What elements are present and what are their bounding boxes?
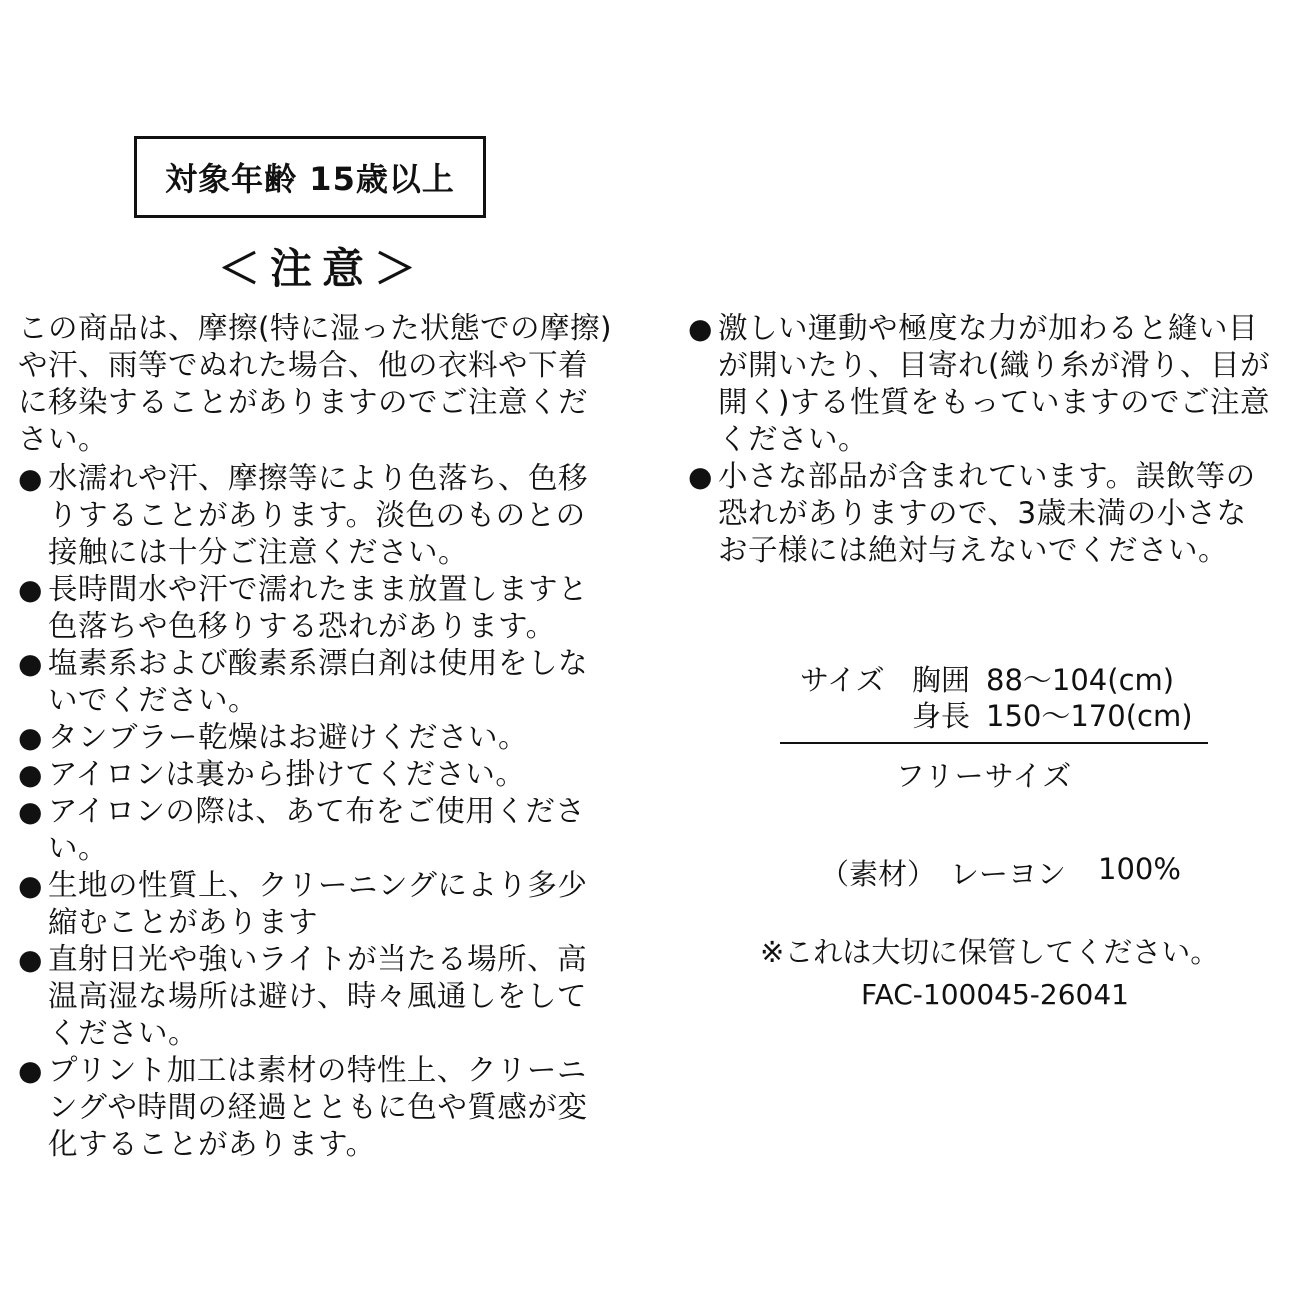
caution-bullet [688, 458, 1298, 569]
bullet-line: 長時間水や汗で濡れたまま放置しますと [48, 572, 589, 606]
height-value: 150〜170(cm) [986, 699, 1193, 733]
caution-bullet [688, 310, 1298, 458]
height-label: 身長 [912, 699, 971, 733]
caution-bullet [18, 756, 628, 793]
target-age-text: 対象年齢 15歳以上 [165, 160, 455, 198]
bullet-dot-icon: ● [18, 758, 43, 791]
free-size-label: フリーサイズ [895, 759, 1073, 793]
bullet-line: が開いたり、目寄れ(織り糸が滑り、目が [718, 348, 1271, 382]
bullet-line: 接触には十分ご注意ください。 [48, 535, 469, 569]
bullet-line: いでください。 [48, 683, 259, 717]
bullet-line: 生地の性質上、クリーニングにより多少 [48, 868, 588, 902]
chest-value: 88〜104(cm) [986, 663, 1175, 697]
caution-bullet [18, 941, 628, 1052]
bullet-line: 恐れがありますので、3歳未満の小さな [718, 496, 1247, 530]
bullet-dot-icon: ● [18, 869, 43, 902]
caution-bullet [18, 867, 628, 941]
caution-bullet [18, 1052, 628, 1163]
size-label: サイズ [800, 663, 885, 697]
bullet-dot-icon: ● [18, 573, 43, 606]
caution-bullet [18, 645, 628, 719]
size-divider [780, 742, 1208, 744]
material-name: レーヨン [950, 857, 1067, 891]
bullet-dot-icon: ● [18, 721, 43, 754]
bullet-line: 色落ちや色移りする恐れがあります。 [48, 609, 556, 643]
bullet-line: 激しい運動や極度な力が加わると縫い目 [718, 311, 1259, 345]
caution-bullet [18, 719, 628, 756]
chest-label: 胸囲 [912, 663, 971, 697]
size-row-height [780, 698, 1208, 734]
bullet-dot-icon: ● [688, 460, 713, 493]
size-row-chest [780, 662, 1208, 698]
bullet-line: ングや時間の経過とともに色や質感が変 [48, 1090, 588, 1124]
caution-intro [18, 310, 628, 458]
bullet-dot-icon: ● [688, 312, 713, 345]
caution-left-column [18, 310, 628, 1163]
product-code: FAC-100045-26041 [861, 978, 1129, 1011]
bullet-line: い。 [48, 831, 109, 865]
bullet-line: ください。 [48, 1016, 199, 1050]
bullet-line: ください。 [718, 422, 869, 456]
bullet-line: タンブラー乾燥はお避けください。 [48, 720, 529, 754]
bullet-line: アイロンの際は、あて布をご使用くださ [48, 794, 586, 828]
bullet-line: 水濡れや汗、摩擦等により色落ち、色移 [48, 461, 589, 495]
bullet-line: アイロンは裏から掛けてください。 [48, 757, 526, 791]
bullet-dot-icon: ● [18, 462, 43, 495]
intro-line: さい。 [18, 422, 109, 456]
caution-bullet [18, 793, 628, 867]
caution-bullet [18, 571, 628, 645]
bullet-dot-icon: ● [18, 943, 43, 976]
caution-heading: ＜注意＞ [217, 244, 426, 293]
bullet-line: りすることがあります。淡色のものとの [48, 498, 586, 532]
bullet-dot-icon: ● [18, 795, 43, 828]
bullet-line: お子様には絶対与えないでください。 [718, 533, 1229, 567]
bullet-line: 直射日光や強いライトが当たる場所、高 [48, 942, 588, 976]
bullet-line: 化することがあります。 [48, 1127, 376, 1161]
keep-note: ※これは大切に保管してください。 [760, 935, 1220, 969]
intro-line: や汗、雨等でぬれた場合、他の衣料や下着 [18, 348, 589, 382]
bullet-line: 塩素系および酸素系漂白剤は使用をしな [48, 646, 589, 680]
caution-bullet [18, 460, 628, 571]
bullet-dot-icon: ● [18, 1054, 43, 1087]
caution-right-column [688, 310, 1298, 569]
bullet-line: 開く)する性質をもっていますのでご注意 [718, 385, 1271, 419]
material-percent: 100% [1098, 852, 1181, 886]
bullet-line: 温高湿な場所は避け、時々風通しをして [48, 979, 587, 1013]
intro-line: に移染することがありますのでご注意くだ [18, 385, 589, 419]
bullet-line: 縮むことがあります [48, 905, 319, 939]
bullet-line: 小さな部品が含まれています。誤飲等の [718, 459, 1256, 493]
intro-line: この商品は、摩擦(特に湿った状態での摩擦) [18, 311, 613, 345]
target-age-box [134, 136, 486, 218]
material-row [780, 852, 1208, 893]
bullet-dot-icon: ● [18, 647, 43, 680]
material-label: （素材） [820, 857, 937, 891]
size-table [780, 662, 1208, 795]
bullet-line: プリント加工は素材の特性上、クリーニ [48, 1053, 587, 1087]
